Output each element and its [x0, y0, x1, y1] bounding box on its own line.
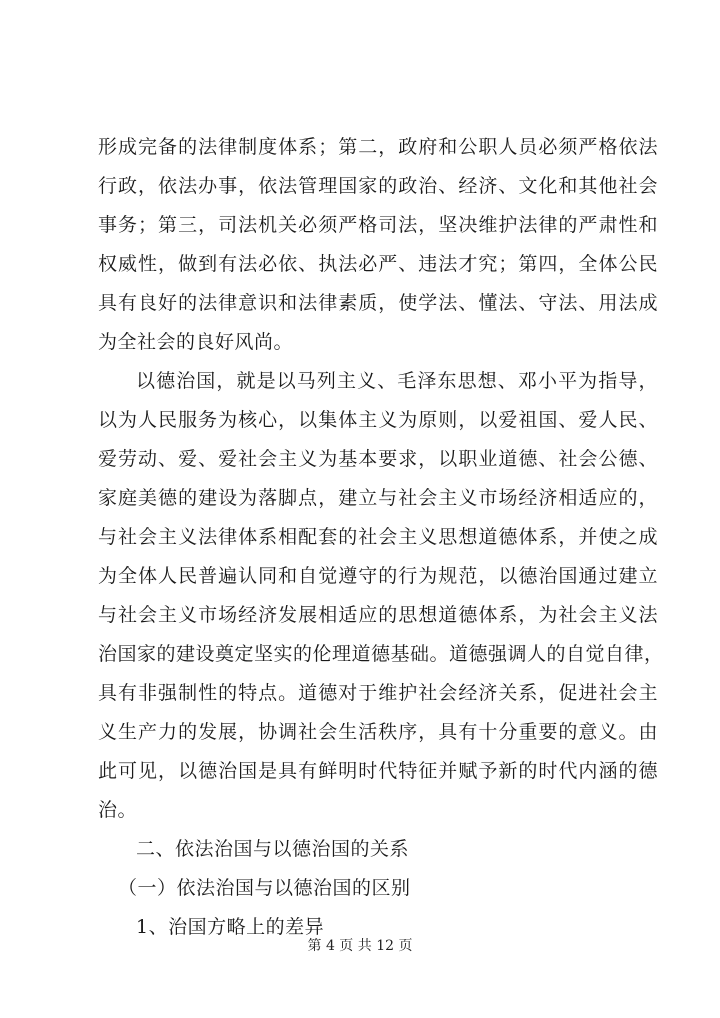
paragraph-2-line-9: 具有非强制性的特点。道德对于维护社会经济关系，促进社会主 — [98, 682, 658, 704]
paragraph-1-line-3: 事务；第三，司法机关必须严格司法，坚决维护法律的严肃性和 — [98, 214, 658, 236]
paragraph-1-line-6: 为全社会的良好风尚。 — [98, 331, 294, 353]
paragraph-2-line-2: 以为人民服务为核心，以集体主义为原则，以爱祖国、爱人民、 — [98, 409, 658, 431]
paragraph-2-line-6: 为全体人民普遍认同和自觉遵守的行为规范，以德治国通过建立 — [98, 565, 658, 587]
paragraph-1-line-1: 形成完备的法律制度体系；第二，政府和公职人员必须严格依法 — [98, 136, 658, 158]
page-number-footer: 第 4 页 共 12 页 — [307, 938, 413, 954]
subsection-heading-1: （一）依法治国与以德治国的区别 — [118, 877, 411, 899]
paragraph-2-line-8: 治国家的建设奠定坚实的伦理道德基础。道德强调人的自觉自律， — [98, 643, 664, 665]
paragraph-2-line-4: 家庭美德的建设为落脚点，建立与社会主义市场经济相适应的， — [98, 487, 658, 509]
paragraph-2-line-3: 爱劳动、爱、爱社会主义为基本要求，以职业道德、社会公德、 — [98, 448, 658, 470]
paragraph-2-line-11: 此可见，以德治国是具有鲜明时代特征并赋予新的时代内涵的德 — [98, 760, 658, 782]
paragraph-1-line-4: 权威性，做到有法必依、执法必严、违法才究；第四，全体公民 — [98, 253, 658, 275]
paragraph-2-line-10: 义生产力的发展，协调社会生活秩序，具有十分重要的意义。由 — [98, 721, 658, 743]
paragraph-2-line-12: 治。 — [98, 799, 138, 821]
paragraph-1-line-5: 具有良好的法律意识和法律素质，使学法、懂法、守法、用法成 — [98, 292, 658, 314]
section-heading-2: 二、依法治国与以德治国的关系 — [136, 838, 410, 860]
item-heading-1: 1、治国方略上的差异 — [136, 916, 325, 938]
paragraph-2-line-7: 与社会主义市场经济发展相适应的思想道德体系，为社会主义法 — [98, 604, 658, 626]
paragraph-2-line-5: 与社会主义法律体系相配套的社会主义思想道德体系，并使之成 — [98, 526, 658, 548]
paragraph-1-line-2: 行政，依法办事，依法管理国家的政治、经济、文化和其他社会 — [98, 175, 658, 197]
paragraph-2-line-1: 以德治国，就是以马列主义、毛泽东思想、邓小平为指导， — [136, 370, 658, 392]
